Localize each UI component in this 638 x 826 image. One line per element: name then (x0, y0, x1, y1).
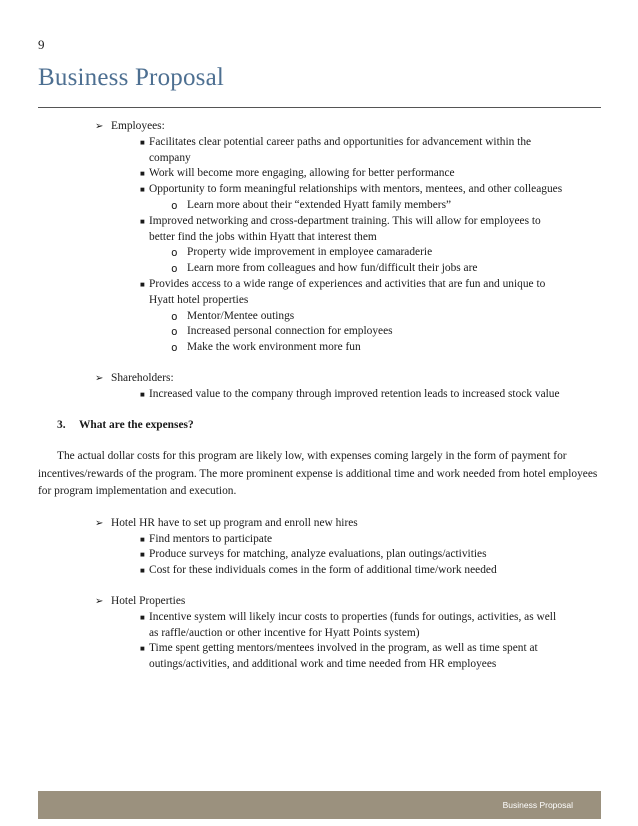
bullet-text: Employees: (111, 120, 165, 132)
bullet-text: Improved networking and cross-department training. This will allow for employees to better find the jobs within Hyatt that interest them (149, 214, 541, 243)
square-bullet-icon: ■ (140, 169, 145, 179)
bullet-level2 (0, 182, 638, 198)
bullet-text: Learn more about their “extended Hyatt family members” (187, 198, 452, 211)
bullet-text: Property wide improvement in employee camaraderie (187, 246, 433, 259)
square-bullet-icon: ■ (140, 534, 145, 544)
square-bullet-icon: ■ (140, 216, 145, 226)
bullet-level2 (0, 387, 638, 403)
page-title: Business Proposal (38, 64, 225, 91)
circle-bullet-icon: o (171, 325, 178, 339)
bullet-level1 (0, 119, 638, 135)
bullet-text: Make the work environment more fun (187, 341, 361, 354)
bullet-level3 (0, 245, 638, 261)
expenses-list (0, 516, 638, 673)
bullet-text: Find mentors to participate (149, 532, 273, 545)
circle-bullet-icon: o (171, 198, 178, 212)
bullet-level2 (0, 547, 638, 563)
document-body (0, 119, 638, 673)
bullet-level3 (0, 340, 638, 356)
bullet-level2 (0, 563, 638, 579)
square-bullet-icon: ■ (140, 137, 145, 147)
spacer (0, 403, 638, 418)
spacer (0, 579, 638, 594)
bullet-level2 (0, 610, 638, 642)
bullet-level2 (0, 214, 638, 246)
bullet-text: Increased personal connection for employees (187, 325, 393, 338)
benefits-list (0, 119, 638, 403)
bullet-text: Time spent getting mentors/mentees involved in the program, as well as time spent at outings/activities, and additional work and time needed from HR employees (149, 642, 538, 671)
bullet-level2 (0, 641, 638, 673)
bullet-text: Opportunity to form meaningful relationships with mentors, mentees, and other colleagues (149, 183, 563, 196)
square-bullet-icon: ■ (140, 644, 145, 654)
circle-bullet-icon: o (171, 341, 178, 355)
page-footer (38, 791, 601, 819)
square-bullet-icon: ■ (140, 185, 145, 195)
bullet-text: Hotel Properties (111, 595, 186, 608)
title-divider (38, 107, 601, 108)
bullet-level2 (0, 166, 638, 182)
square-bullet-icon: ■ (140, 566, 145, 576)
spacer (0, 356, 638, 371)
bullet-level3 (0, 198, 638, 214)
bullet-level2 (0, 277, 638, 309)
square-bullet-icon: ■ (140, 612, 145, 622)
section-heading-text: What are the expenses? (79, 418, 194, 431)
bullet-text: Hotel HR have to set up program and enroll new hires (111, 516, 358, 529)
square-bullet-icon: ■ (140, 279, 145, 289)
page-number: 9 (38, 37, 45, 52)
bullet-level3 (0, 309, 638, 325)
bullet-level1 (0, 516, 638, 532)
bullet-text: Facilitates clear potential career paths and opportunities for advancement within the company (149, 135, 532, 164)
bullet-text: Work will become more engaging, allowing for better performance (149, 167, 455, 180)
arrow-bullet-icon: ➢ (95, 121, 104, 132)
square-bullet-icon: ■ (140, 550, 145, 560)
bullet-text: Incentive system will likely incur costs to properties (funds for outings, activities, as well as raffle/auction or other incentive for Hyatt Points system) (149, 610, 557, 639)
arrow-bullet-icon: ➢ (95, 596, 104, 608)
bullet-level2 (0, 135, 638, 167)
bullet-level1 (0, 371, 638, 387)
square-bullet-icon: ■ (140, 389, 145, 399)
bullet-text: Cost for these individuals comes in the form of additional time/work needed (149, 564, 497, 577)
spacer (0, 433, 638, 448)
bullet-level1 (0, 594, 638, 610)
bullet-text: Increased value to the company through improved retention leads to increased stock value (149, 387, 560, 400)
bullet-text: Shareholders: (111, 371, 174, 384)
bullet-level2 (0, 532, 638, 548)
bullet-text: Learn more from colleagues and how fun/difficult their jobs are (187, 262, 478, 275)
bullet-level3 (0, 261, 638, 277)
spacer (0, 501, 638, 516)
bullet-level3 (0, 324, 638, 340)
expenses-paragraph: The actual dollar costs for this program are likely low, with expenses coming largely in the form of payment for incentives/rewards of the program. The more prominent expense is additional time and work needed from hotel employees for program implementation and execution. (38, 450, 598, 498)
arrow-bullet-icon: ➢ (95, 372, 104, 384)
section-heading (0, 418, 638, 434)
arrow-bullet-icon: ➢ (95, 517, 104, 529)
bullet-text: Mentor/Mentee outings (187, 309, 295, 322)
bullet-text: Produce surveys for matching, analyze evaluations, plan outings/activities (149, 548, 487, 561)
section-number: 3. (57, 418, 66, 431)
bullet-text: Provides access to a wide range of experiences and activities that are fun and unique to Hyatt hotel properties (149, 277, 546, 306)
footer-label: Business Proposal (502, 800, 573, 810)
circle-bullet-icon: o (171, 309, 178, 323)
circle-bullet-icon: o (171, 246, 178, 260)
circle-bullet-icon: o (171, 262, 178, 276)
